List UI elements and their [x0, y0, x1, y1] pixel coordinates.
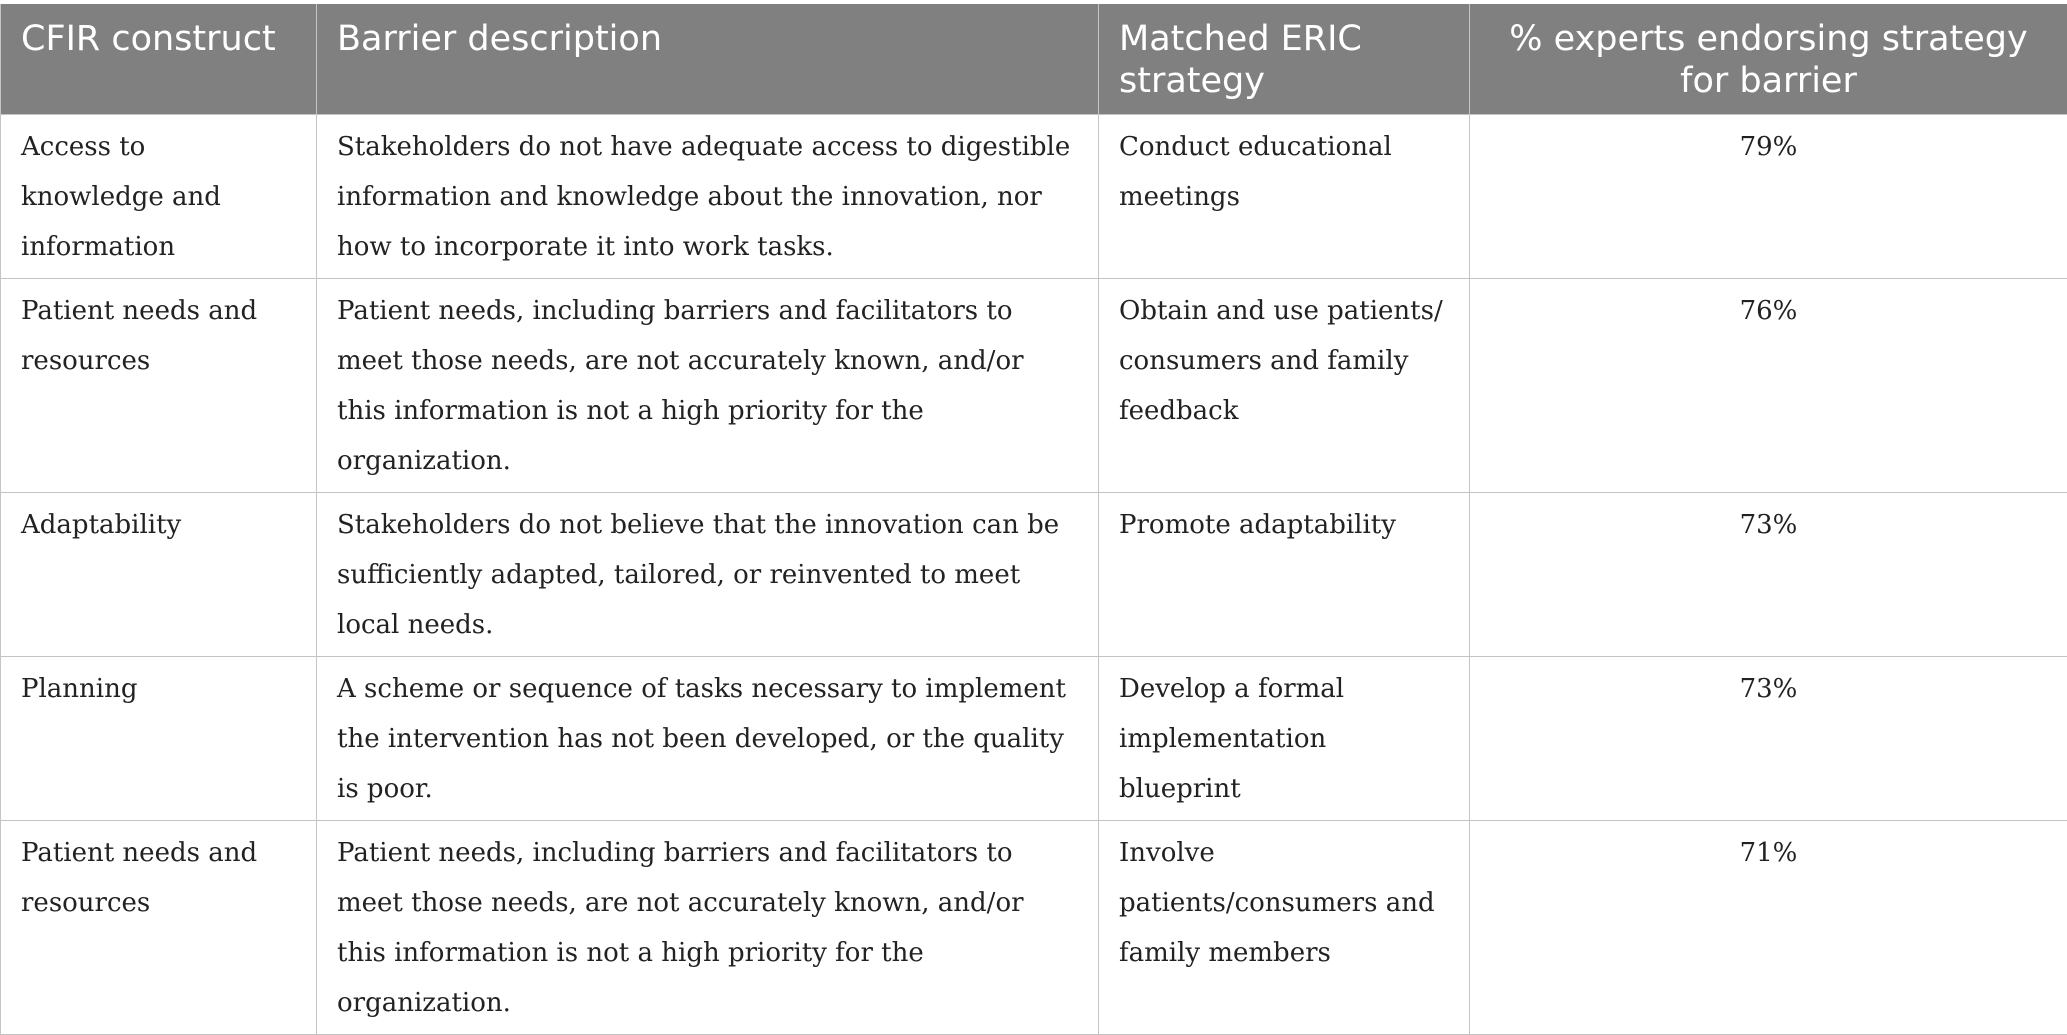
header-matched-eric-strategy: Matched ERIC strategy	[1099, 4, 1470, 115]
table-row	[1, 115, 2067, 279]
percent-endorsing-cell: 79%	[1470, 115, 2067, 279]
table-row	[1, 279, 2067, 493]
eric-strategy-cell: Develop a formal implementation blueprint	[1099, 657, 1470, 821]
percent-endorsing-cell: 73%	[1470, 657, 2067, 821]
cfir-construct-cell: Planning	[1, 657, 317, 821]
cfir-construct-cell: Access to knowledge and information	[1, 115, 317, 279]
cfir-construct-cell: Patient needs and resources	[1, 821, 317, 1035]
barrier-description-cell: Stakeholders do not believe that the innovation can be sufficiently adapted, tailored, or reinvented to meet local needs.	[317, 493, 1099, 657]
percent-endorsing-cell: 73%	[1470, 493, 2067, 657]
header-barrier-description: Barrier description	[317, 4, 1099, 115]
eric-strategy-cell: Conduct educational meetings	[1099, 115, 1470, 279]
barrier-description-cell: Patient needs, including barriers and facilitators to meet those needs, are not accurately known, and/or this information is not a high priority for the organization.	[317, 821, 1099, 1035]
percent-endorsing-cell: 71%	[1470, 821, 2067, 1035]
table-row	[1, 493, 2067, 657]
header-cfir-construct: CFIR construct	[1, 4, 317, 115]
strategy-table	[0, 4, 2067, 1035]
cfir-construct-cell: Patient needs and resources	[1, 279, 317, 493]
table-row	[1, 657, 2067, 821]
cfir-construct-cell: Adaptability	[1, 493, 317, 657]
eric-strategy-cell: Obtain and use patients/ consumers and family feedback	[1099, 279, 1470, 493]
barrier-description-cell: Stakeholders do not have adequate access to digestible information and knowledge about the innovation, nor how to incorporate it into work tasks.	[317, 115, 1099, 279]
eric-strategy-cell: Involve patients/consumers and family members	[1099, 821, 1470, 1035]
barrier-description-cell: A scheme or sequence of tasks necessary to implement the intervention has not been developed, or the quality is poor.	[317, 657, 1099, 821]
percent-endorsing-cell: 76%	[1470, 279, 2067, 493]
table-row	[1, 821, 2067, 1035]
table-body	[1, 115, 2067, 1035]
eric-strategy-cell: Promote adaptability	[1099, 493, 1470, 657]
header-row	[1, 4, 2067, 115]
table-header	[1, 4, 2067, 115]
header-percent-experts: % experts endorsing strategy for barrier	[1470, 4, 2067, 115]
barrier-description-cell: Patient needs, including barriers and facilitators to meet those needs, are not accurately known, and/or this information is not a high priority for the organization.	[317, 279, 1099, 493]
